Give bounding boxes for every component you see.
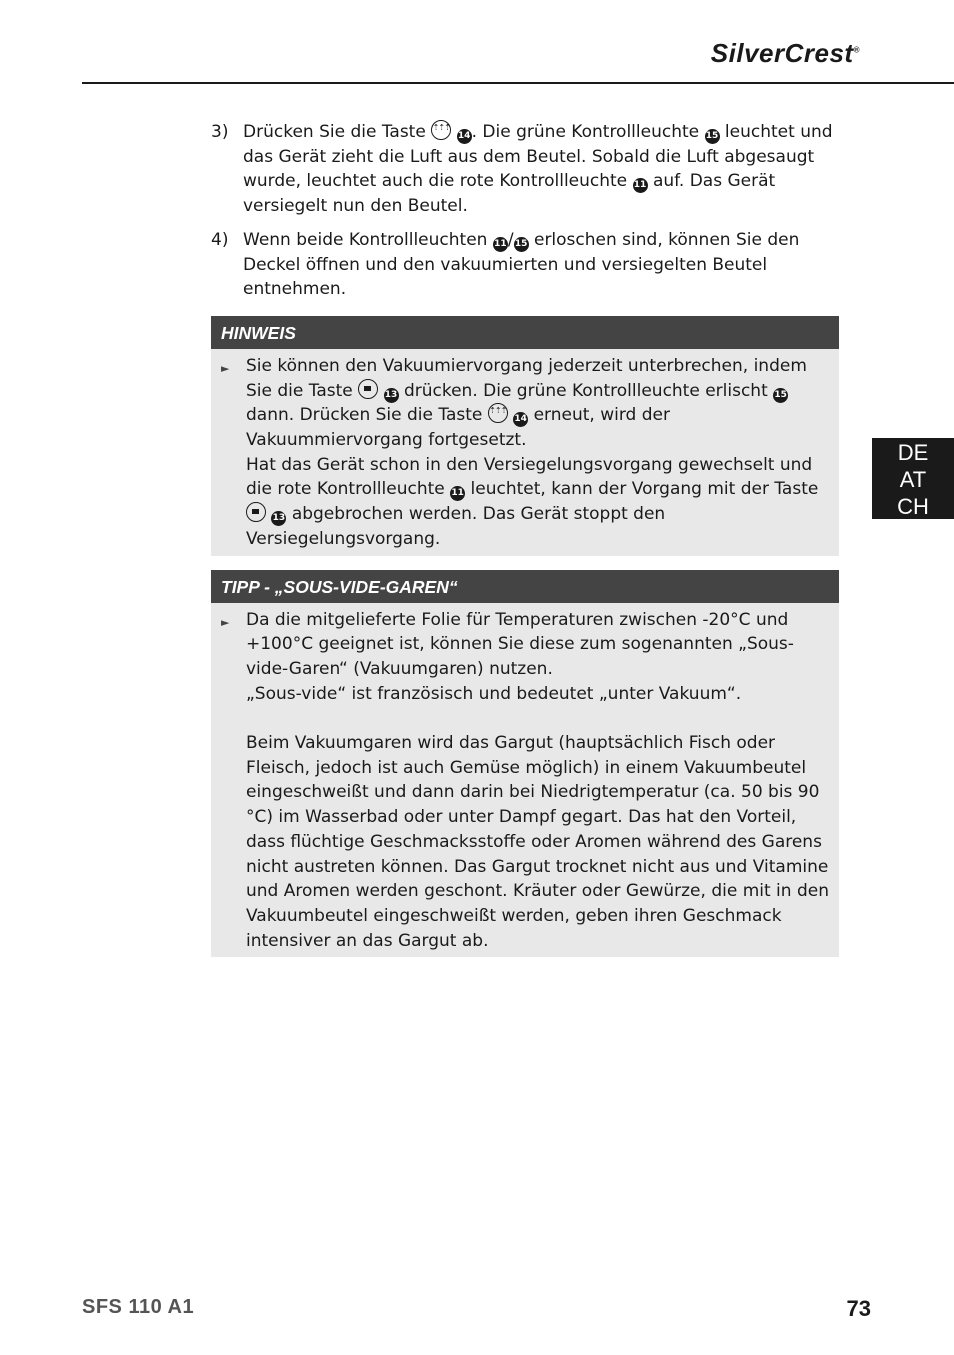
hinweis-paragraph-2	[246, 453, 829, 552]
tipp-body	[211, 603, 839, 958]
bullet-arrow-icon: ►	[221, 615, 230, 629]
hinweis-body	[211, 349, 839, 556]
hinweis-title: HINWEIS	[211, 316, 839, 349]
paragraph-gap	[246, 706, 829, 731]
tipp-box	[211, 570, 839, 958]
callout-number: 15	[514, 237, 529, 252]
separator: /	[507, 229, 514, 250]
hinweis-paragraph-1	[246, 354, 829, 453]
callout-number: 14	[513, 412, 528, 427]
vacuum-key-icon	[431, 120, 451, 140]
step-4	[211, 228, 839, 302]
bullet-arrow-icon: ►	[221, 361, 230, 375]
callout-number: 15	[705, 129, 720, 144]
hinweis-text: leuchtet, kann der Vorgang mit der Taste	[470, 479, 819, 500]
main-content	[211, 120, 839, 957]
tipp-paragraph-1: Da die mitgelieferte Folie für Temperaturen zwischen -20°C und +100°C geeignet ist, können Sie diese zum sogenannten „Sous-vide-Garen“ (Vakuumgaren) nutzen.	[246, 609, 794, 679]
hinweis-text: Hat das Gerät schon in den Versiegelungsvorgang gewechselt und die rote Kontrollleuchte	[246, 454, 813, 500]
page-number: 73	[846, 1296, 871, 1321]
callout-number: 13	[384, 388, 399, 403]
hinweis-box	[211, 316, 839, 556]
language-at: AT	[899, 467, 927, 492]
step-text: Wenn beide Kontrollleuchten	[243, 229, 488, 250]
step-number: 3)	[211, 122, 229, 142]
brand-name: SilverCrest	[710, 38, 854, 68]
hinweis-text: Sie können den Vakuumiervorgang jederzeit unterbrechen, indem Sie die Taste	[246, 355, 807, 401]
hinweis-text: erneut, wird der Vakuummiervorgang fortgesetzt.	[246, 405, 670, 451]
callout-number: 15	[773, 388, 788, 403]
step-text: . Die grüne Kontrollleuchte	[471, 122, 700, 142]
stop-key-icon	[358, 379, 378, 399]
callout-number: 11	[633, 178, 648, 193]
callout-number: 11	[450, 486, 465, 501]
callout-number: 13	[271, 511, 286, 526]
hinweis-text: abgebrochen werden. Das Gerät stoppt den Versiegelungsvorgang.	[246, 504, 666, 549]
vacuum-key-icon	[488, 403, 508, 423]
step-text: leuchtet und das Gerät zieht die Luft aus dem Beutel. Sobald die Luft abgesaugt wurde, leuchtet auch die rote Kontrollleuchte	[243, 122, 833, 192]
hinweis-text: dann. Drücken Sie die Taste	[246, 405, 483, 426]
language-ch: CH	[897, 494, 929, 519]
callout-number: 14	[457, 129, 472, 144]
step-number: 4)	[211, 229, 229, 250]
brand-logo	[711, 38, 860, 69]
step-text: erloschen sind, können Sie den Deckel öffnen und den vakuumierten und versiegelten Beutel entnehmen.	[243, 229, 800, 300]
callout-number: 11	[493, 237, 508, 252]
trademark-symbol: ®	[853, 45, 860, 55]
tipp-paragraph-2: „Sous-vide“ ist französisch und bedeutet „unter Vakuum“.	[246, 683, 742, 704]
step-text: Drücken Sie die Taste	[243, 122, 426, 142]
hinweis-text: drücken. Die grüne Kontrollleuchte erlischt	[403, 380, 768, 401]
language-tab	[872, 438, 954, 519]
footer-model-number: SFS 110 A1	[82, 1296, 195, 1318]
step-3	[211, 120, 839, 219]
stop-key-icon	[246, 502, 266, 522]
tipp-title: TIPP - „SOUS-VIDE-GAREN“	[211, 570, 839, 603]
step-text: auf. Das Gerät versiegelt nun den Beutel.	[243, 171, 776, 217]
header-rule	[82, 82, 954, 84]
tipp-paragraph-3: Beim Vakuumgaren wird das Gargut (hauptsächlich Fisch oder Fleisch, jedoch ist auch Gemüse möglich) in einem Vakuumbeutel eingeschweißt und dann darin bei Niedrigtemperatur (ca. 50 bis 90 °C) im Wasserbad oder unter Dampf gegart. Das hat den Vorteil, dass flüchtige Geschmacksstoffe oder Aromen während des Garens nicht austreten können. Das Gargut trocknet nicht aus und Vitamine und Aromen werden geschont. Kräuter oder Gewürze, die mit in den Vakuumbeutel eingeschweißt werden, geben ihren Geschmack intensiver an das Gargut ab.	[246, 733, 829, 951]
language-de: DE	[897, 440, 929, 465]
